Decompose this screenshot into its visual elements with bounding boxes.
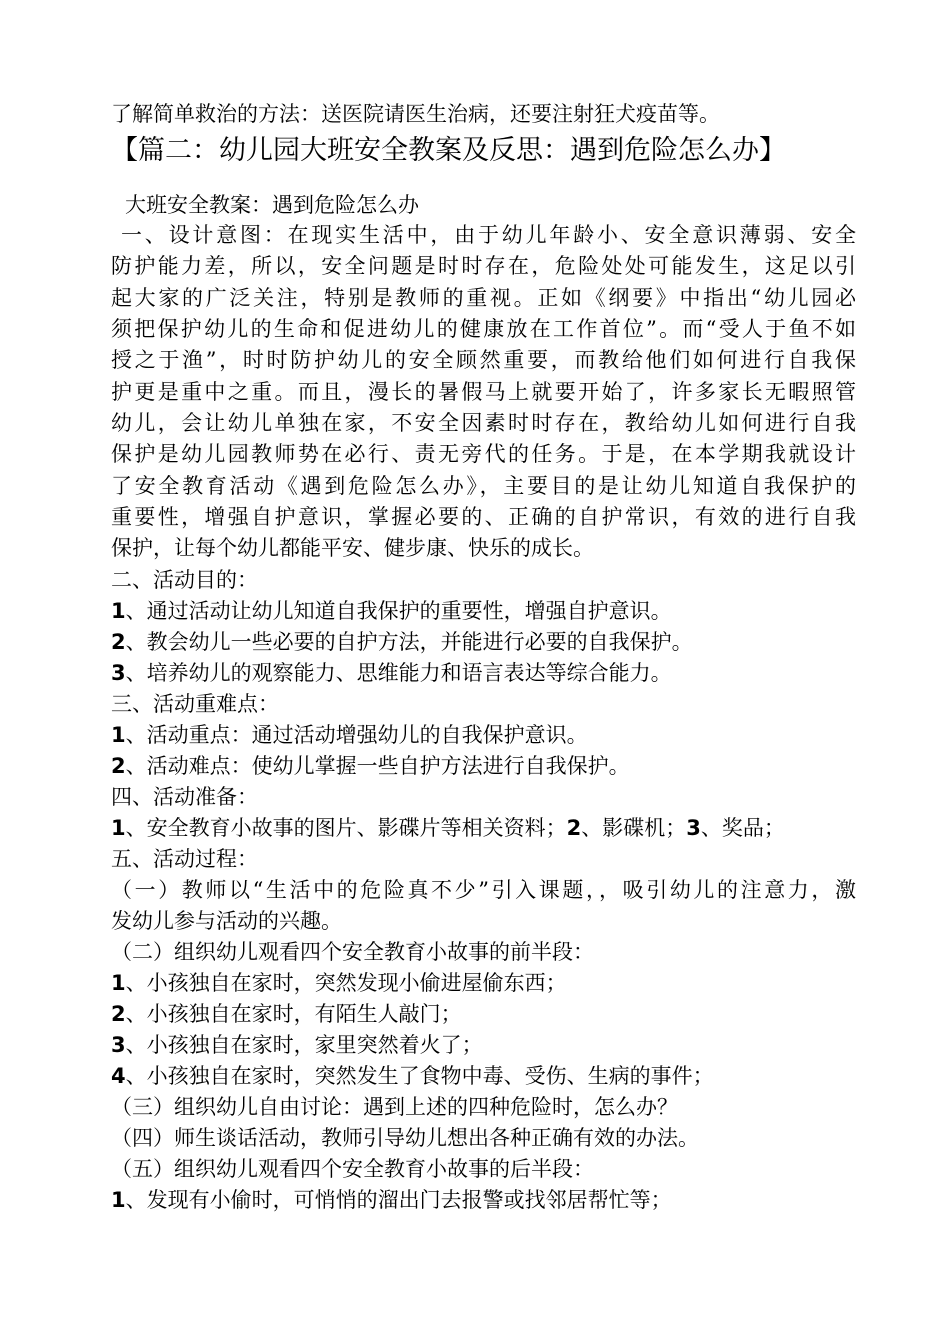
list-text: 、培养幼儿的观察能力、思维能力和语言表达等综合能力。 (125, 661, 672, 685)
list-text: 、小孩独自在家时，有陌生人敲门； (125, 1002, 462, 1026)
paragraph-line: 授之于渔”，时时防护幼儿的安全顾然重要，而教给他们如何进行自我保 (111, 348, 856, 372)
list-item (111, 998, 856, 1030)
step-5: （五）组织幼儿观看四个安全教育小故事的后半段： (111, 1157, 594, 1181)
list-text: 、小孩独自在家时，突然发现小偷进屋偷东西； (125, 971, 567, 995)
list-number: 2 (111, 1002, 126, 1026)
list-item (111, 1029, 856, 1061)
paragraph-line: 防护能力差，所以，安全问题是时时存在，危险处处可能发生，这足以引 (111, 254, 856, 278)
list-number: 1 (111, 1188, 126, 1212)
list-number: 3 (111, 661, 126, 685)
step-2: （二）组织幼儿观看四个安全教育小故事的前半段： (111, 940, 594, 964)
list-number: 1 (111, 723, 126, 747)
section-title-goals: 二、活动目的： (111, 568, 258, 592)
section-title-process: 五、活动过程： (111, 847, 258, 871)
list-text: 、发现有小偷时，可悄悄的溜出门去报警或找邻居帮忙等； (125, 1188, 672, 1212)
document-heading: 【篇二：幼儿园大班安全教案及反思：遇到危险怎么办】 (111, 135, 786, 166)
paragraph-line: 了安全教育活动《遇到危险怎么办》，主要目的是让幼儿知道自我保护的 (111, 474, 856, 498)
list-text: 、安全教育小故事的图片、影碟片等相关资料； (125, 816, 567, 840)
step-4: （四）师生谈话活动，教师引导幼儿想出各种正确有效的办法。 (111, 1126, 699, 1150)
list-item (111, 967, 856, 999)
list-item (111, 657, 856, 689)
list-item (111, 1184, 856, 1216)
paragraph-line: 一、设计意图：在现实生活中，由于幼儿年龄小、安全意识薄弱、安全 (121, 223, 856, 247)
list-number: 2 (111, 630, 126, 654)
list-item (111, 595, 856, 627)
list-text: 、教会幼儿一些必要的自护方法，并能进行必要的自我保护。 (125, 630, 693, 654)
list-number: 1 (111, 971, 126, 995)
list-number: 3 (111, 1033, 126, 1057)
list-number: 1 (111, 599, 126, 623)
list-text: 、小孩独自在家时，家里突然着火了； (125, 1033, 483, 1057)
list-item (111, 750, 856, 782)
list-number: 2 (111, 754, 126, 778)
paragraph-line: 保护是幼儿园教师势在必行、责无旁代的任务。于是，在本学期我就设计 (111, 442, 856, 466)
document-subtitle: 大班安全教案：遇到危险怎么办 (125, 193, 419, 217)
list-text: 、活动难点：使幼儿掌握一些自护方法进行自我保护。 (125, 754, 630, 778)
list-item (111, 719, 856, 751)
list-text: 、通过活动让幼儿知道自我保护的重要性，增强自护意识。 (125, 599, 672, 623)
paragraph-line: 幼儿，会让幼儿单独在家，不安全因素时时存在，教给幼儿如何进行自我 (111, 411, 856, 435)
paragraph-line: 须把保护幼儿的生命和促进幼儿的健康放在工作首位”。而“受人于鱼不如 (111, 317, 856, 341)
step-1-line: 发幼儿参与活动的兴趣。 (111, 909, 342, 933)
list-item (111, 1060, 856, 1092)
list-text: 、影碟机； (581, 816, 687, 840)
list-text: 、活动重点：通过活动增强幼儿的自我保护意识。 (125, 723, 588, 747)
step-1-line: （一）教师以“生活中的危险真不少”引入课题，，吸引幼儿的注意力，激 (111, 878, 856, 902)
paragraph-line: 保护，让每个幼儿都能平安、健步康、快乐的成长。 (111, 536, 594, 560)
list-number: 1 (111, 816, 126, 840)
step-3: （三）组织幼儿自由讨论：遇到上述的四种危险时，怎么办？ (111, 1095, 678, 1119)
paragraph-line: 重要性，增强自护意识，掌握必要的、正确的自护常识，有效的进行自我 (111, 505, 856, 529)
paragraph-line: 起大家的广泛关注，特别是教师的重视。正如《纲要》中指出“幼儿园必 (111, 286, 856, 310)
list-text: 、小孩独自在家时，突然发生了食物中毒、受伤、生病的事件； (125, 1064, 714, 1088)
list-number: 4 (111, 1064, 126, 1088)
list-item (111, 626, 856, 658)
list-number: 3 (686, 816, 701, 840)
intro-line: 了解简单救治的方法：送医院请医生治病，还要注射狂犬疫苗等。 (111, 102, 720, 126)
list-text: 、奖品； (700, 816, 785, 840)
section-title-keypoints: 三、活动重难点： (111, 692, 279, 716)
paragraph-line: 护更是重中之重。而且，漫长的暑假马上就要开始了，许多家长无暇照管 (111, 380, 856, 404)
section-title-prep: 四、活动准备： (111, 785, 258, 809)
prep-line (111, 812, 856, 844)
list-number: 2 (566, 816, 582, 840)
